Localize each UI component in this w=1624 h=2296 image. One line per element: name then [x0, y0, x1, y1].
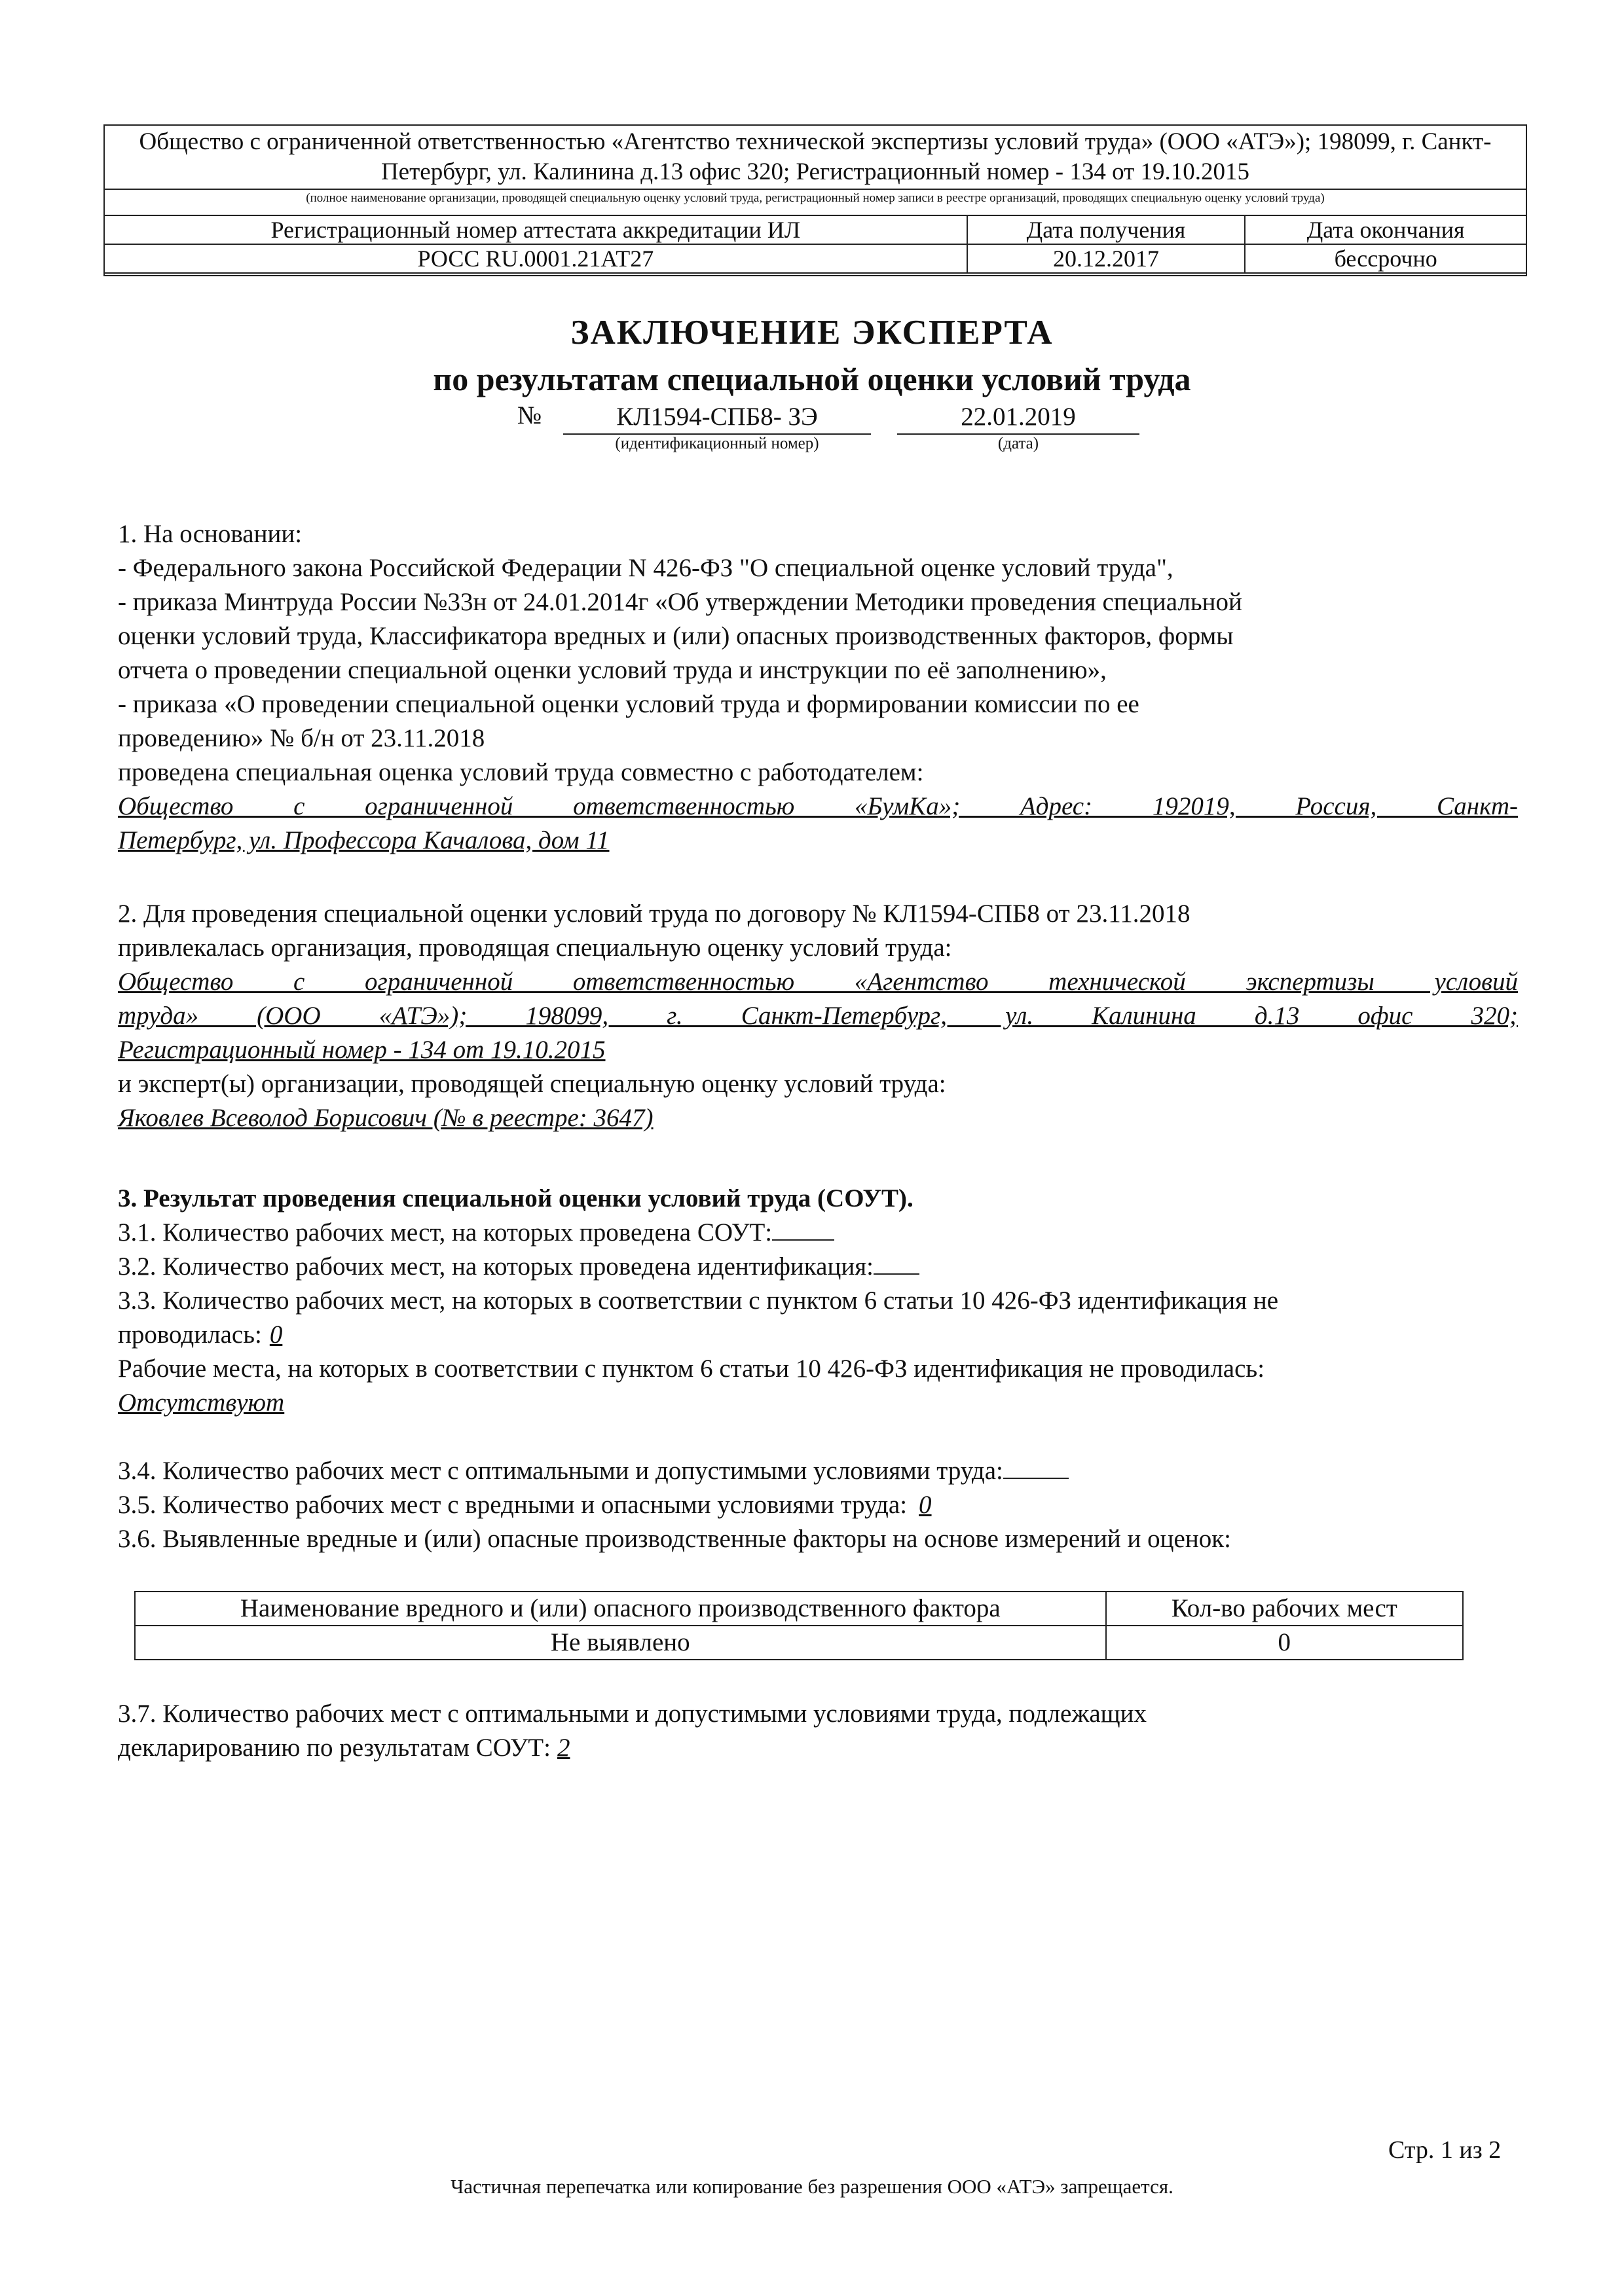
section-3-7	[118, 1697, 1526, 1765]
section-1	[118, 517, 1519, 858]
accreditation-number: РОСС RU.0001.21АТ27	[104, 244, 967, 273]
factors-table-header	[135, 1592, 1463, 1626]
section-3	[118, 1182, 1526, 1556]
workplace-count-cell: 0	[1106, 1626, 1463, 1660]
conclusion-number: КЛ1594-СПБ8- ЗЭ	[563, 401, 871, 435]
date-caption: (дата)	[997, 435, 1039, 452]
expert-name: Яковлев Всеволод Борисович (№ в реестре: 3647)	[118, 1104, 654, 1132]
p35-text: 3.5. Количество рабочих мест с вредными и опасными условиями труда:	[118, 1491, 908, 1519]
p34-text: 3.4. Количество рабочих мест с оптимальными и допустимыми условиями труда:	[118, 1457, 1003, 1485]
employer-name-line-1: Общество с ограниченной ответственностью «БумКа»; Адрес: 192019, Россия, Санкт-	[118, 792, 1518, 820]
s2-org-intro: привлекалась организация, проводящая специальную оценку условий труда:	[118, 934, 952, 962]
end-date: бессрочно	[1245, 244, 1526, 273]
s1-order-2: оценки условий труда, Классификатора вредных и (или) опасных производственных факторов, формы	[118, 622, 1234, 650]
p31-text: 3.1. Количество рабочих мест, на которых проведена СОУТ:	[118, 1218, 773, 1247]
received-date: 20.12.2017	[967, 244, 1246, 273]
end-date-label: Дата окончания	[1245, 215, 1526, 244]
org-line-1: Общество с ограниченной ответственностью «Агентство технической экспертизы условий труда» (ООО «АТЭ»); 198099, г. Санкт-	[139, 128, 1492, 155]
conclusion-date: 22.01.2019	[897, 401, 1139, 435]
p37-text-2: декларированию по результатам СОУТ:	[118, 1734, 551, 1762]
page-number: Стр. 1 из 2	[1388, 2136, 1502, 2164]
copyright-notice: Частичная перепечатка или копирование без разрешения ООО «АТЭ» запрещается.	[451, 2175, 1173, 2198]
p32-blank	[874, 1254, 919, 1275]
s1-order-5: проведению» № б/н от 23.11.2018	[118, 724, 485, 752]
number-caption: (идентификационный номер)	[615, 435, 819, 452]
title-line-2: по результатам специальной оценки условий труда	[433, 361, 1191, 397]
accreditation-label: Регистрационный номер аттестата аккредитации ИЛ	[104, 215, 967, 244]
title-line-1: ЗАКЛЮЧЕНИЕ ЭКСПЕРТА	[570, 314, 1054, 352]
p33-text-1: 3.3. Количество рабочих мест, на которых в соответствии с пунктом 6 статьи 10 426-ФЗ идентификация не	[118, 1286, 1279, 1315]
p33-value: 0	[269, 1321, 283, 1349]
factor-name-cell: Не выявлено	[135, 1626, 1106, 1660]
factor-name-header: Наименование вредного и (или) опасного производственного фактора	[135, 1592, 1106, 1626]
s1-order-1: - приказа Минтруда России №33н от 24.01.2014г «Об утверждении Методики проведения специальной	[118, 588, 1242, 616]
p35-value: 0	[919, 1491, 932, 1519]
s1-law: - Федерального закона Российской Федерации N 426-ФЗ "О специальной оценке условий труда",	[118, 554, 1173, 582]
sout-org-line-2: труда» (ООО «АТЭ»); 198099, г. Санкт-Петербург, ул. Калинина д.13 офис 320;	[118, 1002, 1518, 1030]
organization-header-box	[103, 124, 1527, 276]
p32-text: 3.2. Количество рабочих мест, на которых проведена идентификация:	[118, 1252, 874, 1281]
org-caption: (полное наименование организации, проводящей специальную оценку условий труда, регистрационный номер записи в реестре организаций, проводящих специальную оценку условий труда)	[306, 191, 1325, 205]
p33-text-3: Рабочие места, на которых в соответствии с пунктом 6 статьи 10 426-ФЗ идентификация не проводилась:	[118, 1355, 1265, 1383]
sout-org-line-1: Общество с ограниченной ответственностью «Агентство технической экспертизы условий	[118, 968, 1518, 996]
p33-text-2: проводилась:	[118, 1321, 262, 1349]
employer-name-line-2: Петербург, ул. Профессора Качалова, дом 11	[118, 826, 610, 854]
p37-value: 2	[557, 1734, 570, 1762]
p37-text-1: 3.7. Количество рабочих мест с оптимальными и допустимыми условиями труда, подлежащих	[118, 1700, 1147, 1728]
factors-table	[134, 1591, 1464, 1660]
p31-blank	[772, 1220, 834, 1241]
number-sign: №	[517, 401, 542, 429]
s1-order-4: - приказа «О проведении специальной оценки условий труда и формировании комиссии по ее	[118, 690, 1139, 718]
s2-expert-intro: и эксперт(ы) организации, проводящей специальную оценку условий труда:	[118, 1070, 946, 1098]
received-date-label: Дата получения	[967, 215, 1246, 244]
table-row	[135, 1626, 1463, 1660]
sout-org-line-3: Регистрационный номер - 134 от 19.10.2015	[118, 1036, 606, 1064]
s1-order-3: отчета о проведении специальной оценки условий труда и инструкции по её заполнению»,	[118, 656, 1107, 684]
p36-text: 3.6. Выявленные вредные и (или) опасные производственные факторы на основе измерений и оценок:	[118, 1525, 1231, 1553]
accreditation-table	[103, 215, 1527, 274]
s2-contract: 2. Для проведения специальной оценки условий труда по договору № КЛ1594-СПБ8 от 23.11.2018	[118, 900, 1190, 928]
organization-name	[105, 127, 1526, 187]
workplace-count-header: Кол-во рабочих мест	[1106, 1592, 1463, 1626]
document-title	[0, 313, 1624, 352]
s1-basis: 1. На основании:	[118, 520, 303, 548]
org-line-2: Петербург, ул. Калинина д.13 офис 320; Регистрационный номер - 134 от 19.10.2015	[380, 158, 1250, 185]
document-subtitle	[0, 360, 1624, 398]
s3-heading: 3. Результат проведения специальной оценки условий труда (СОУТ).	[118, 1184, 913, 1212]
p34-blank	[1003, 1458, 1069, 1479]
p33-absent: Отсутствуют	[118, 1389, 285, 1417]
s1-employer-intro: проведена специальная оценка условий труда совместно с работодателем:	[118, 758, 924, 786]
section-2	[118, 897, 1519, 1135]
